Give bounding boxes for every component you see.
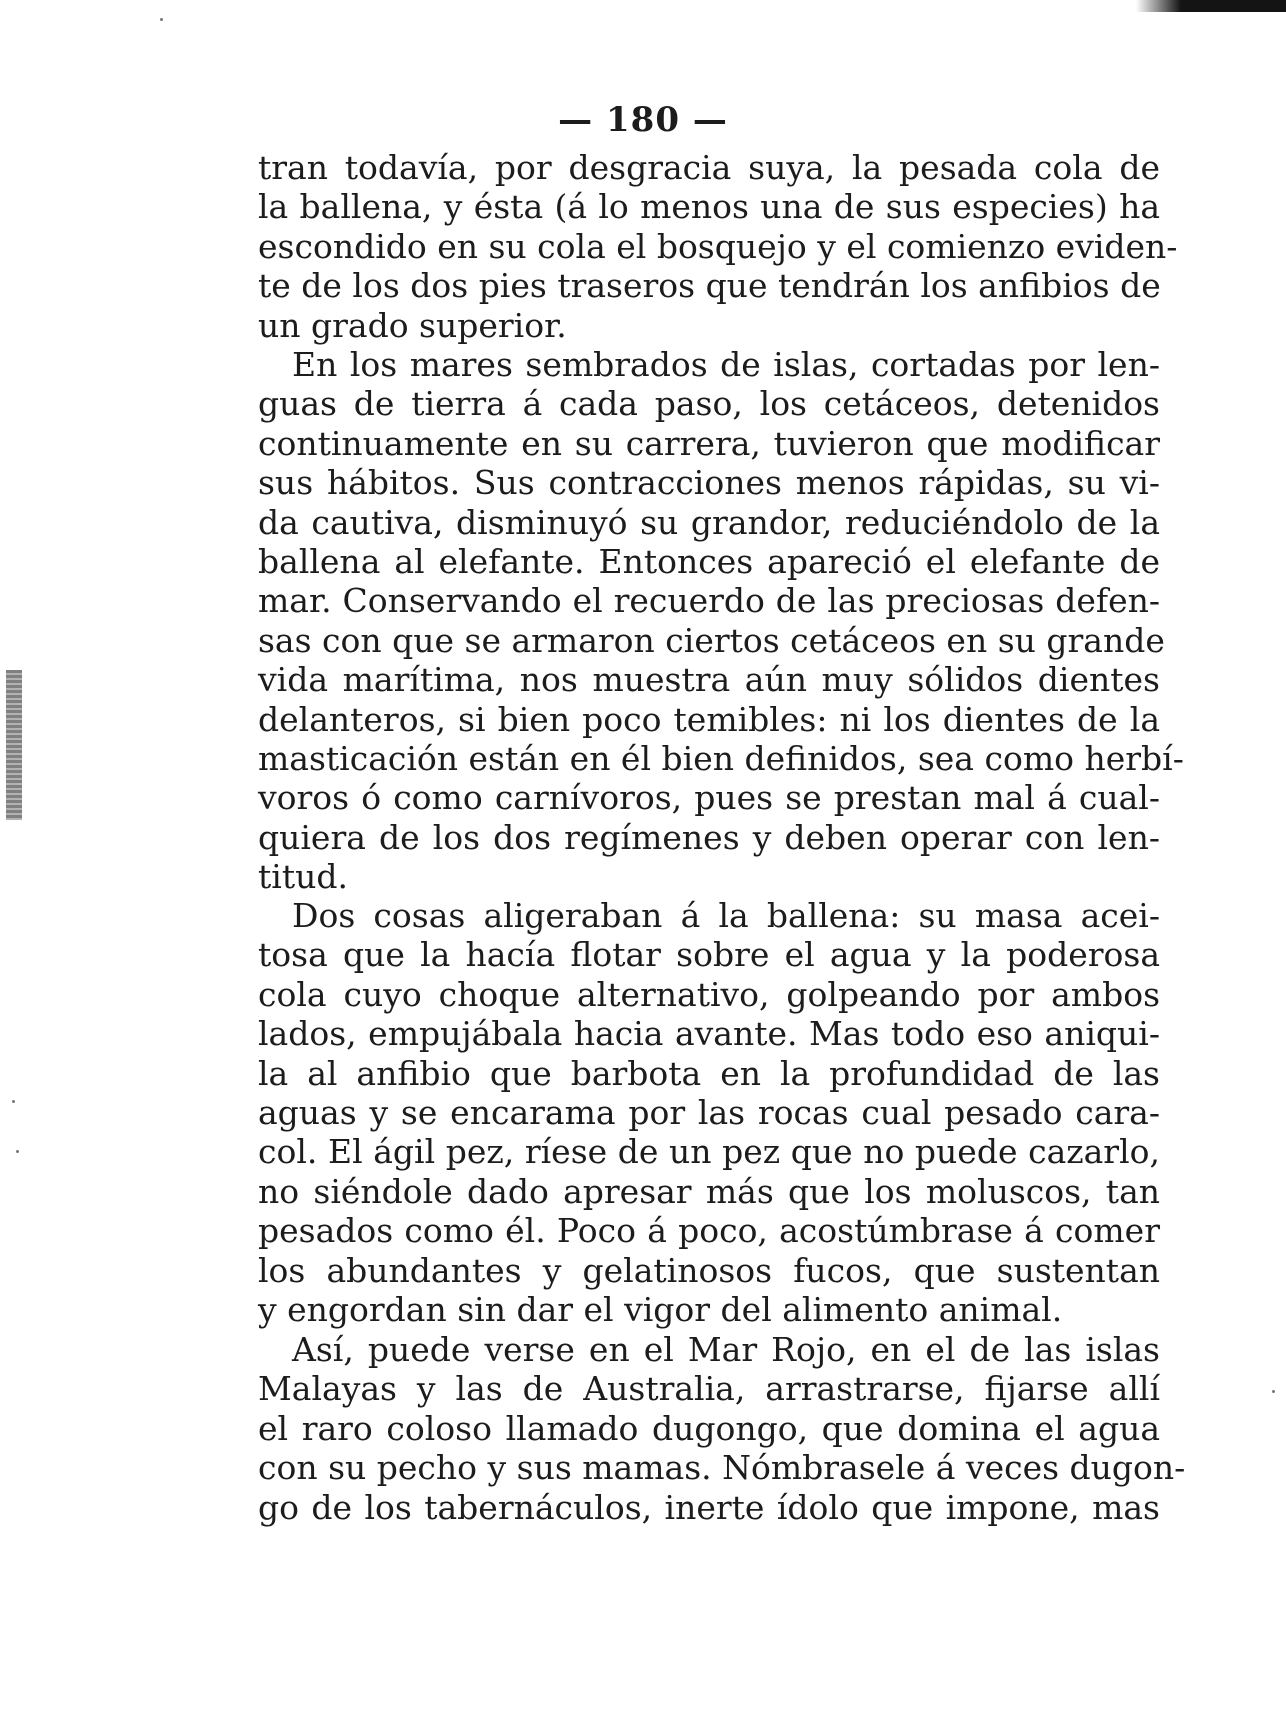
text-line: Dos cosas aligeraban á la ballena: su masa acei- <box>292 896 1160 935</box>
text-line: escondido en su cola el bosquejo y el comienzo eviden- <box>258 226 1178 266</box>
scan-binding-artifact <box>6 670 22 820</box>
text-line: el raro coloso llamado dugongo, que domina el agua <box>258 1408 1160 1448</box>
scan-speck <box>1272 1390 1275 1393</box>
text-line: mar. Conservando el recuerdo de las preciosas defen- <box>258 581 1160 621</box>
text-line: masticación están en él bien definidos, sea como herbí- <box>258 738 1184 778</box>
paragraph <box>258 345 1184 897</box>
text-line: con su pecho y sus mamas. Nómbrasele á veces dugon- <box>258 1448 1186 1488</box>
scan-speck <box>16 1150 19 1153</box>
text-line: aguas y se encarama por las rocas cual pesado cara- <box>258 1092 1160 1132</box>
text-line: quiera de los dos regímenes y deben operar con len- <box>258 817 1160 857</box>
text-line: guas de tierra á cada paso, los cetáceos, detenidos <box>258 384 1160 424</box>
text-line: la ballena, y ésta (á lo menos una de sus especies) ha <box>258 187 1160 227</box>
text-line: sas con que se armaron ciertos cetáceos en su grande <box>258 620 1165 660</box>
paragraph <box>258 1330 1186 1527</box>
text-line: y engordan sin dar el vigor del alimento animal. <box>258 1289 1063 1329</box>
scan-speck <box>160 18 163 21</box>
text-line: pesados como él. Poco á poco, acostúmbrase á comer <box>258 1211 1160 1251</box>
text-line: los abundantes y gelatinosos fucos, que sustentan <box>258 1250 1160 1290</box>
paragraph <box>258 896 1160 1329</box>
text-line: da cautiva, disminuyó su grandor, reduciéndolo de la <box>258 502 1160 542</box>
text-line: Malayas y las de Australia, arrastrarse, fijarse allí <box>258 1369 1160 1409</box>
text-line: lados, empujábala hacia avante. Mas todo eso aniqui- <box>258 1014 1160 1054</box>
text-line: tosa que la hacía flotar sobre el agua y la poderosa <box>258 935 1160 975</box>
text-line: col. El ágil pez, ríese de un pez que no puede cazarlo, <box>258 1132 1160 1172</box>
text-line: ballena al elefante. Entonces apareció el elefante de <box>258 541 1160 581</box>
text-line: continuamente en su carrera, tuvieron que modificar <box>258 423 1160 463</box>
text-line: un grado superior. <box>258 305 567 345</box>
text-line: Así, puede verse en el Mar Rojo, en el de las islas <box>292 1330 1160 1369</box>
text-line: tran todavía, por desgracia suya, la pesada cola de <box>258 148 1160 187</box>
paragraph <box>258 148 1178 345</box>
text-line: cola cuyo choque alternativo, golpeando por ambos <box>258 974 1160 1014</box>
text-line: En los mares sembrados de islas, cortadas por len- <box>292 345 1160 384</box>
text-line: te de los dos pies traseros que tendrán los anfibios de <box>258 266 1161 306</box>
text-line: sus hábitos. Sus contracciones menos rápidas, su vi- <box>258 463 1160 503</box>
scan-edge-artifact <box>1136 0 1286 12</box>
text-line: la al anfibio que barbota en la profundidad de las <box>258 1053 1160 1093</box>
text-line: voros ó como carnívoros, pues se prestan mal á cual- <box>258 778 1160 818</box>
text-line: titud. <box>258 857 348 897</box>
text-line: go de los tabernáculos, inerte ídolo que impone, mas <box>258 1487 1160 1527</box>
text-line: no siéndole dado apresar más que los moluscos, tan <box>258 1171 1160 1211</box>
text-line: delanteros, si bien poco temibles: ni los dientes de la <box>258 699 1160 739</box>
text-line: vida marítima, nos muestra aún muy sólidos dientes <box>258 660 1160 700</box>
page-number: — 180 — <box>558 100 728 140</box>
scan-speck <box>12 1100 15 1103</box>
